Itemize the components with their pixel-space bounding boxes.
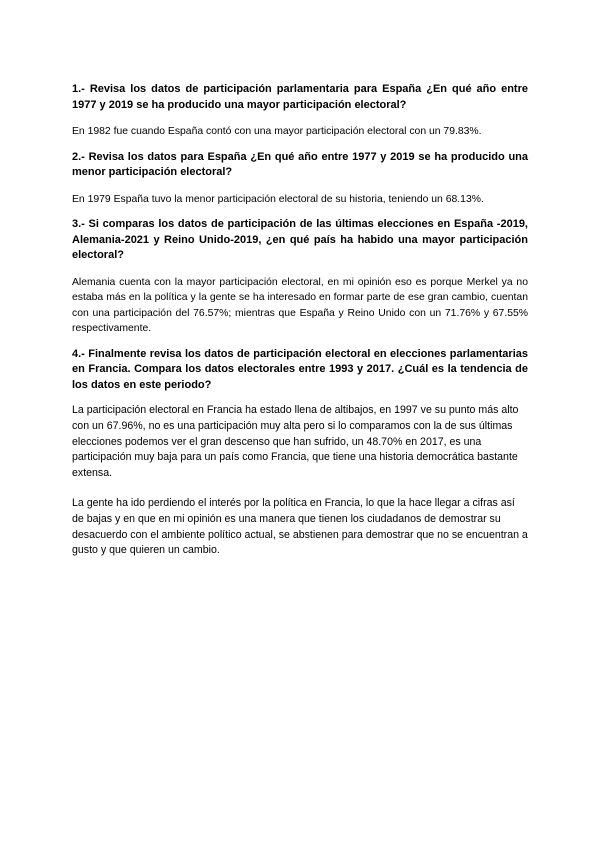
question-2: 2.- Revisa los datos para España ¿En qué año entre 1977 y 2019 se ha producido una menor participación electoral?: [72, 150, 528, 178]
question-1: 1.- Revisa los datos de participación parlamentaria para España ¿En qué año entre 1977 y 2019 se ha producido una mayor participación electoral?: [72, 83, 528, 111]
answer-4-paragraph-1: La participación electoral en Francia ha estado llena de altibajos, en 1997 ve su punto más alto con un 67.96%, no es una participación muy alta pero si lo comparamos con la de sus últimas elecciones podemos ver el gran descenso que han sufrido, un 48.70% en 2017, es una participación muy baja para un país como Francia, que tiene una historia democrática bastante extensa.: [72, 404, 519, 480]
question-4: 4.- Finalmente revisa los datos de participación electoral en elecciones parlamentarias en Francia. Compara los datos electorales entre 1993 y 2017. ¿Cuál es la tendencia de los datos en este periodo?: [72, 347, 528, 391]
answer-3: Alemania cuenta con la mayor participación electoral, en mi opinión eso es porque Merkel ya no estaba más en la política y la gente se ha interesado en formar parte de ese gran cambio, cuentan con una participación del 76.57%; mientras que España y Reino Unido con un 71.76% y 67.55% respectivamente.: [72, 276, 528, 334]
answer-4-paragraph-2: La gente ha ido perdiendo el interés por la política en Francia, lo que la hace llegar a cifras así de bajas y en que en mi opinión es una manera que tienen los ciudadanos de demostrar su desacuerdo con el ambiente político actual, se abstienen para demostrar que no se encuentran a gusto y que quieren un cambio.: [72, 496, 528, 557]
answer-2: En 1979 España tuvo la menor participación electoral de su historia, teniendo un 68.13%.: [72, 193, 484, 205]
document-page: [72, 82, 528, 559]
answer-1: En 1982 fue cuando España contó con una mayor participación electoral con un 79.83%.: [72, 126, 482, 137]
question-3: 3.- Si comparas los datos de participación de las últimas elecciones en España -2019, Alemania-2021 y Reino Unido-2019, ¿en qué país ha habido una mayor participación electoral?: [72, 218, 528, 261]
